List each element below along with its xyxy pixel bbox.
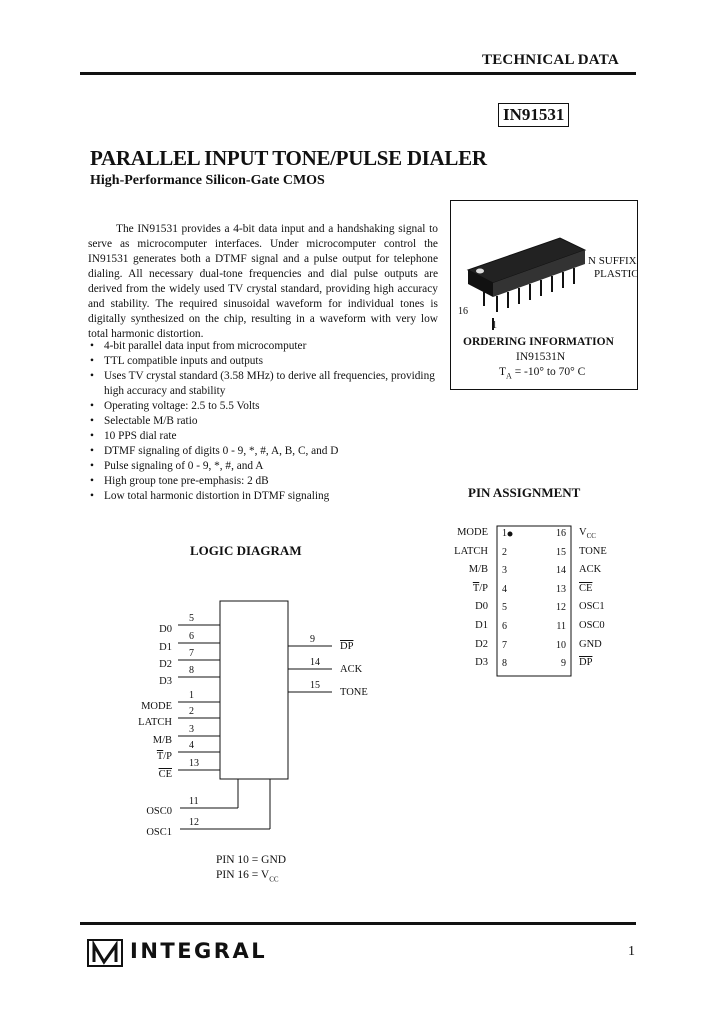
pin-number-left: 7: [502, 639, 507, 651]
feature-item: • DTMF signaling of digits 0 - 9, *, #, A, B, C, and D: [88, 444, 440, 459]
pin-number-right: 10: [556, 639, 566, 651]
feature-item: • 10 PPS dial rate: [88, 429, 440, 444]
logic-osc-pin: 12: [189, 817, 199, 828]
pin-number-left: 2: [502, 546, 507, 558]
signal-text: M/B: [152, 735, 172, 746]
signal-sub: CC: [586, 532, 596, 541]
signal-text: MODE: [141, 701, 172, 712]
header-label: TECHNICAL DATA: [482, 52, 619, 68]
logic-output-pin: 15: [310, 680, 320, 691]
pin16-label: 16: [458, 306, 468, 317]
pin-number-right: 14: [556, 565, 566, 577]
temp-range: = -10° to 70° C: [511, 366, 586, 378]
pin-note-vcc-prefix: PIN 16 = V: [216, 869, 270, 881]
feature-item: • Low total harmonic distortion in DTMF signaling: [88, 489, 440, 504]
logic-output-pin: 14: [310, 657, 320, 668]
logic-input-pin: 8: [189, 665, 194, 676]
temp-prefix: T: [499, 366, 507, 378]
pin-number-right: 11: [556, 621, 566, 632]
feature-item: • Operating voltage: 2.5 to 5.5 Volts: [88, 399, 440, 414]
signal-text: D1: [475, 620, 488, 631]
pin-number-right: 13: [556, 583, 566, 595]
part-number-box: IN91531: [498, 103, 569, 127]
logic-input-pin: 6: [189, 631, 194, 642]
signal-text: ACK: [340, 664, 363, 675]
signal-text: D3: [475, 657, 488, 669]
pin-number-left: 4: [502, 583, 507, 595]
logic-diagram-heading: LOGIC DIAGRAM: [190, 543, 302, 558]
signal-text: OSC0: [146, 806, 172, 817]
ordering-heading: ORDERING INFORMATION: [463, 336, 614, 348]
signal-text: D0: [159, 624, 172, 635]
signal-text: LATCH: [454, 545, 488, 557]
pin-assignment-heading: PIN ASSIGNMENT: [468, 485, 581, 500]
ordering-part: IN91531N: [516, 351, 566, 363]
logic-input-pin: 5: [189, 613, 194, 624]
feature-item: • High group tone pre-emphasis: 2 dB: [88, 474, 440, 489]
description-paragraph: The IN91531 provides a 4-bit data input and a handshaking signal to serve as microcomputer interfaces. Under microcomputer control the IN91531 generates both a DTMF signal and a pulse output for telephone dialing. All necessary dual-tone frequencies and dial pulse outputs are derived from the widely used TV crystal standard, providing high accuracy and stability. The required sinusoidal waveform for individual tones is digitally synthesized on the chip, resulting in a waveform with very low total harmonic distortion.: [88, 223, 438, 340]
logic-osc-pin: 11: [189, 796, 199, 807]
logic-input-pin: 2: [189, 706, 194, 717]
pin-number-right: 15: [556, 546, 566, 558]
pin-number-right: 16: [556, 528, 566, 539]
pin-note-vcc-sub: CC: [269, 875, 279, 884]
pin-number-right: 12: [556, 602, 566, 614]
pin-number-left: 3: [502, 565, 507, 577]
signal-text: D3: [159, 676, 172, 687]
logic-input-pin: 1: [189, 690, 194, 701]
signal-text: M/B: [468, 564, 488, 576]
signal-text: D0: [475, 601, 488, 613]
pin-number-left: 5: [502, 602, 507, 614]
signal-rest: /P: [479, 582, 488, 594]
signal-text: GND: [579, 638, 602, 650]
signal-text: $\overline{DP}$: [579, 657, 593, 669]
pin-number-left: 8: [502, 658, 507, 670]
overbar-part: $\overline{T}$: [156, 751, 164, 762]
logic-input-pin: 3: [189, 724, 194, 735]
signal-text: $\overline{DP}$: [340, 641, 354, 652]
signal-text: OSC1: [579, 601, 605, 613]
signal-rest: /P: [163, 751, 172, 762]
signal-text: $\overline{CE}$: [579, 582, 593, 594]
feature-item: • Uses TV crystal standard (3.58 MHz) to derive all frequencies, providing high accuracy and stability: [88, 369, 440, 399]
signal-text: D2: [159, 659, 172, 670]
signal-text: V: [579, 527, 587, 538]
pin-number-left: 1: [502, 528, 507, 539]
signal-text: ACK: [579, 564, 602, 576]
suffix-line1: N SUFFIX: [588, 255, 637, 267]
logic-input-pin: 13: [189, 758, 199, 769]
pin1-label: 1: [492, 320, 497, 331]
temp-sub: A: [506, 371, 512, 381]
signal-text: OSC1: [146, 827, 172, 838]
feature-item: • 4-bit parallel data input from microcomputer: [88, 339, 440, 354]
feature-item: • Pulse signaling of 0 - 9, *, #, and A: [88, 459, 440, 474]
logic-input-pin: 7: [189, 648, 194, 659]
pin-number-right: 9: [561, 658, 566, 670]
page-number: 1: [628, 944, 635, 959]
signal-text: D2: [475, 638, 488, 650]
logic-output-pin: 9: [310, 634, 315, 645]
overbar-part: $\overline{T}$: [472, 582, 480, 594]
logic-input-pin: 4: [189, 740, 194, 751]
signal-text: $\overline{CE}$: [158, 769, 172, 780]
signal-text: MODE: [457, 527, 488, 538]
signal-text: OSC0: [579, 620, 605, 631]
page-subtitle: High-Performance Silicon-Gate CMOS: [90, 173, 325, 188]
logo-text: INTEGRAL: [130, 939, 268, 963]
signal-text: D1: [159, 642, 172, 653]
feature-item: • TTL compatible inputs and outputs: [88, 354, 440, 369]
feature-item: • Selectable M/B ratio: [88, 414, 440, 429]
signal-text: TONE: [579, 545, 607, 557]
pin-note-gnd: PIN 10 = GND: [216, 854, 287, 866]
signal-text: LATCH: [138, 717, 172, 728]
suffix-line2: PLASTIC: [594, 268, 639, 280]
pin-number-left: 6: [502, 621, 507, 632]
signal-text: TONE: [340, 687, 368, 698]
page-title: PARALLEL INPUT TONE/PULSE DIALER: [90, 146, 487, 170]
